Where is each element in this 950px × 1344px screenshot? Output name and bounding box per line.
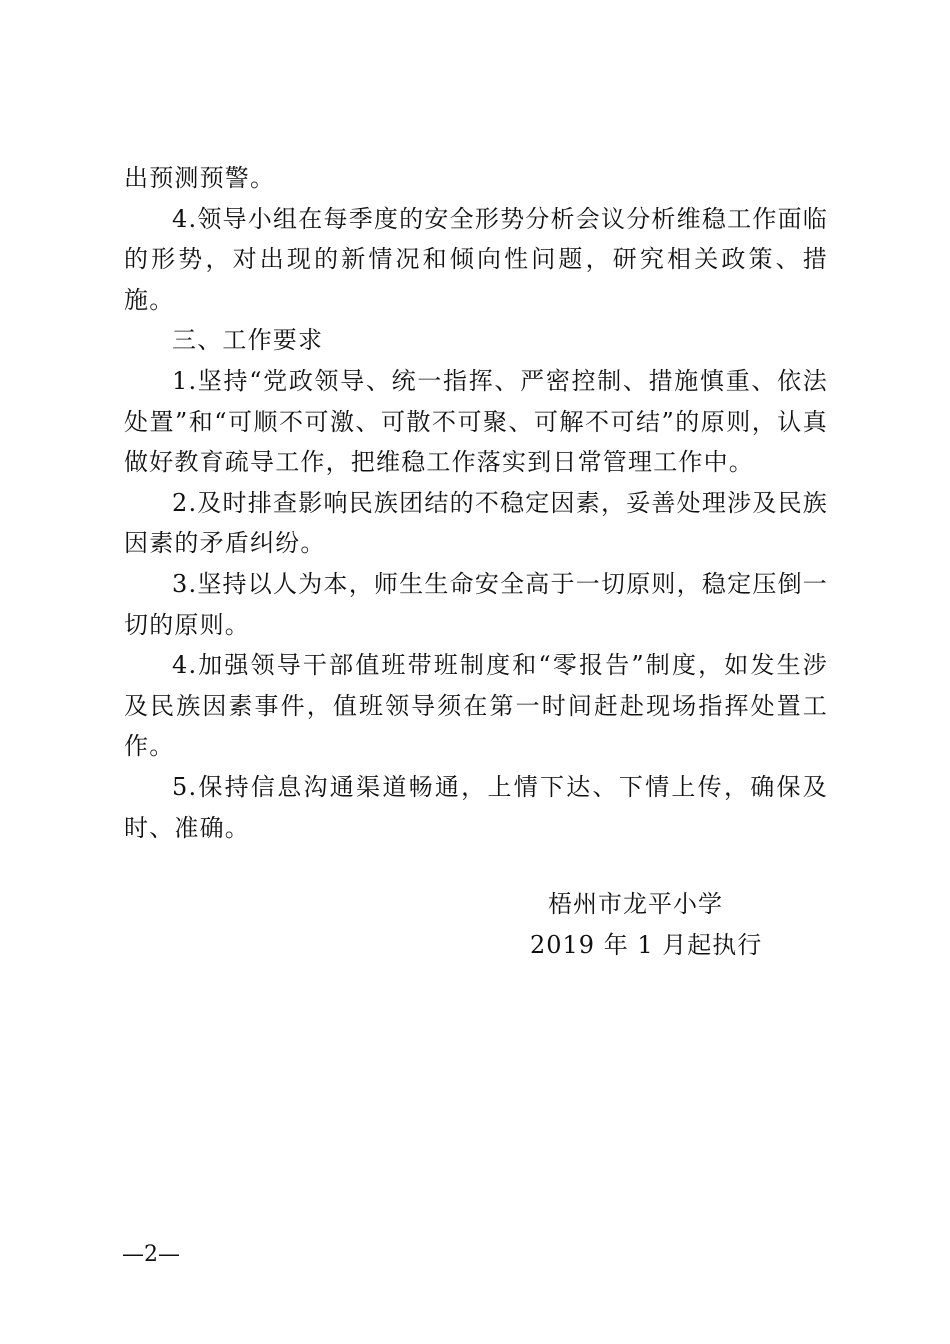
signature-organization: 梧州市龙平小学 [548, 890, 723, 918]
signature-date: 2019 年 1 月起执行 [530, 931, 763, 959]
paragraph-continuation: 出预测预警。 [124, 164, 276, 192]
page-number: —2— [122, 1242, 180, 1267]
paragraph-requirement-1: 1.坚持“党政领导、统一指挥、严密控制、措施慎重、依法处置”和“可顺不可激、可散不可聚、可解不可结”的原则，认真做好教育疏导工作，把维稳工作落实到日常管理工作中。 [124, 366, 828, 477]
paragraph-requirement-3: 3.坚持以人为本，师生生命安全高于一切原则，稳定压倒一切的原则。 [124, 569, 828, 639]
paragraph-item-4-leadership: 4.领导小组在每季度的安全形势分析会议分析维稳工作面临的形势，对出现的新情况和倾向性问题，研究相关政策、措施。 [124, 204, 828, 314]
paragraph-requirement-4: 4.加强领导干部值班带班制度和“零报告”制度，如发生涉及民族因素事件，值班领导须在第一时间赶赴现场指挥处置工作。 [124, 651, 828, 761]
paragraph-requirement-2: 2.及时排查影响民族团结的不稳定因素，妥善处理涉及民族因素的矛盾纠纷。 [124, 488, 828, 558]
paragraph-requirement-5: 5.保持信息沟通渠道畅通，上情下达、下情上传，确保及时、准确。 [124, 772, 828, 842]
document-body [124, 158, 828, 848]
section-heading-work-requirements: 三、工作要求 [172, 326, 324, 355]
